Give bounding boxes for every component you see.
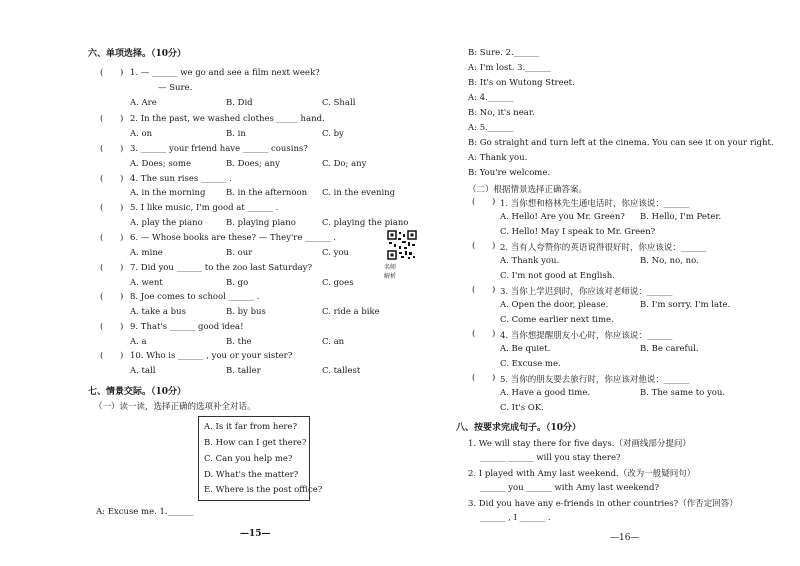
question-1-stem: 1. — ______ we go and see a film next week?: [130, 68, 320, 78]
answer-paren-close: ): [120, 351, 124, 361]
answer-paren-open: (: [100, 114, 104, 124]
answer-paren-close: ): [120, 114, 124, 124]
box-option-c: C. Can you help me?: [204, 454, 293, 464]
answer-paren-open: (: [472, 285, 476, 295]
box-option-d: D. What's the matter?: [204, 470, 299, 480]
dialog-line-9: A: Thank you.: [468, 153, 528, 163]
situation-4-option-a: A. Be quiet.: [500, 344, 551, 354]
question-6-option-c: C. you: [322, 248, 349, 258]
question-3-stem: 3. ______ your friend have ______ cousins?: [130, 144, 308, 154]
question-7-option-b: B. go: [226, 278, 249, 288]
section-7-title: 七、情景交际。（10分）: [88, 387, 187, 397]
section-8-title: 八、按要求完成句子。（10分）: [456, 423, 582, 433]
question-8-option-a: A. take a bus: [130, 307, 186, 317]
question-1-reply: — Sure.: [158, 83, 193, 93]
answer-paren-close: ): [120, 322, 124, 332]
right-page: [400, 0, 800, 566]
situation-4-stem: 4. 当你想提醒朋友小心时，你应该说：______: [500, 331, 673, 341]
answer-paren-open: (: [100, 351, 104, 361]
part-2-title: （二）根据情景选择正确答案。: [468, 185, 588, 195]
question-8-option-b: B. by bus: [226, 307, 266, 317]
answer-paren-close: ): [492, 373, 496, 383]
question-10-stem: 10. Who is ______ , you or your sister?: [130, 351, 293, 361]
question-2-option-c: C. by: [322, 129, 344, 139]
question-10-option-b: B. taller: [226, 366, 261, 376]
dialog-line-4: B: It's on Wutong Street.: [468, 78, 575, 88]
dialog-line-10: B: You're welcome.: [468, 168, 551, 178]
question-2-option-a: A. on: [130, 129, 153, 139]
task-1-answer: ______ ______ will you stay there?: [480, 453, 621, 463]
section-6-title: 六、单项选择。（10分）: [88, 49, 187, 59]
question-4-option-a: A. in the morning: [130, 188, 206, 198]
question-2-stem: 2. In the past, we washed clothes _____ hand.: [130, 114, 325, 124]
question-1-option-b: B. Did: [226, 98, 253, 108]
question-6-option-b: B. our: [226, 248, 253, 258]
question-7-option-a: A. went: [130, 278, 163, 288]
answer-paren-close: ): [492, 197, 496, 207]
dialog-line-5: A: 4.______: [468, 93, 514, 103]
situation-2-stem: 2. 当有人夸赞你的英语说得很好时，你应该说：______: [500, 243, 707, 253]
page-number-16: —16—: [610, 533, 640, 543]
task-3-stem: 3. Did you have any e-friends in other countries?（作否定回答）: [468, 499, 738, 509]
question-7-option-c: C. goes: [322, 278, 354, 288]
box-option-b: B. How can I get there?: [204, 438, 307, 448]
situation-2-option-b: B. No, no, no.: [640, 256, 699, 266]
question-9-option-a: A. a: [130, 337, 147, 347]
question-3-option-b: B. Does; any: [226, 159, 280, 169]
answer-paren-open: (: [100, 233, 104, 243]
dialog-line-1: A: Excuse me. 1.______: [96, 507, 194, 517]
answer-paren-open: (: [100, 203, 104, 213]
answer-paren-close: ): [120, 203, 124, 213]
answer-paren-open: (: [472, 241, 476, 251]
situation-2-option-a: A. Thank you.: [500, 256, 560, 266]
answer-paren-close: ): [492, 285, 496, 295]
qr-code-caption: 名师解析: [384, 264, 397, 280]
dialog-line-6: B: No, it's near.: [468, 108, 535, 118]
question-4-option-c: C. in the evening: [322, 188, 396, 198]
question-5-stem: 5. I like music, I'm good at ______ .: [130, 203, 279, 213]
question-6-option-a: A. mine: [130, 248, 163, 258]
question-3-option-c: C. Do; any: [322, 159, 367, 169]
situation-1-option-b: B. Hello, I'm Peter.: [640, 212, 722, 222]
answer-paren-open: (: [100, 292, 104, 302]
task-2-stem: 2. I played with Amy last weekend.（改为一般疑问句）: [468, 469, 696, 479]
question-9-stem: 9. That's ______ good idea!: [130, 322, 244, 332]
situation-1-option-a: A. Hello! Are you Mr. Green?: [500, 212, 625, 222]
question-4-option-b: B. in the afternoon: [226, 188, 308, 198]
answer-paren-close: ): [120, 292, 124, 302]
answer-paren-close: ): [492, 329, 496, 339]
answer-paren-close: ): [120, 233, 124, 243]
question-7-stem: 7. Did you ______ to the zoo last Saturday?: [130, 263, 313, 273]
options-box: [198, 416, 323, 501]
question-10-option-c: C. tallest: [322, 366, 361, 376]
dialog-line-8: B: Go straight and turn left at the cinema. You can see it on your right.: [468, 138, 774, 148]
answer-paren-close: ): [120, 263, 124, 273]
answer-paren-open: (: [100, 322, 104, 332]
situation-5-stem: 5. 当你的朋友要去旅行时，你应该对他说：______: [500, 375, 690, 385]
situation-5-option-a: A. Have a good time.: [500, 388, 591, 398]
situation-5-option-c: C. It's OK.: [500, 403, 544, 413]
question-5-option-c: C. playing the piano: [322, 218, 409, 228]
task-2-answer: ______ you ______ with Amy last weekend?: [480, 483, 660, 493]
answer-paren-close: ): [120, 144, 124, 154]
task-3-answer: ______ , I ______ .: [480, 513, 551, 523]
situation-3-option-c: C. Come earlier next time.: [500, 315, 614, 325]
question-6-stem: 6. — Whose books are these? — They're ______ .: [130, 233, 336, 243]
situation-3-option-a: A. Open the door, please.: [500, 300, 609, 310]
answer-paren-open: (: [100, 144, 104, 154]
situation-3-option-b: B. I'm sorry. I'm late.: [640, 300, 731, 310]
task-1-stem: 1. We will stay there for five days.（对画线部分提问）: [468, 439, 691, 449]
box-option-a: A. Is it far from here?: [204, 422, 298, 432]
situation-3-stem: 3. 当你上学迟到时，你应该对老师说：______: [500, 287, 673, 297]
situation-1-stem: 1. 当你想和格林先生通电话时，你应该说：______: [500, 199, 690, 209]
situation-4-option-b: B. Be careful.: [640, 344, 699, 354]
question-3-option-a: A. Does; some: [130, 159, 192, 169]
answer-paren-open: (: [100, 174, 104, 184]
situation-2-option-c: C. I'm not good at English.: [500, 271, 615, 281]
question-9-option-b: B. the: [226, 337, 252, 347]
answer-paren-open: (: [472, 197, 476, 207]
question-9-option-c: C. an: [322, 337, 345, 347]
question-1-option-c: C. Shall: [322, 98, 356, 108]
page-number-15: —15—: [240, 529, 271, 539]
dialog-line-7: A: 5.______: [468, 123, 514, 133]
situation-5-option-b: B. The same to you.: [640, 388, 726, 398]
answer-paren-close: ): [492, 241, 496, 251]
question-8-stem: 8. Joe comes to school ______ .: [130, 292, 260, 302]
answer-paren-close: ): [120, 174, 124, 184]
question-2-option-b: B. in: [226, 129, 246, 139]
answer-paren-open: (: [100, 68, 104, 78]
question-5-option-a: A. play the piano: [130, 218, 203, 228]
situation-1-option-c: C. Hello! May I speak to Mr. Green?: [500, 227, 656, 237]
box-option-e: E. Where is the post office?: [204, 485, 323, 495]
question-10-option-a: A. tall: [130, 366, 156, 376]
answer-paren-open: (: [472, 373, 476, 383]
answer-paren-open: (: [100, 263, 104, 273]
dialog-line-2: B: Sure. 2.______: [468, 48, 540, 58]
question-5-option-b: B. playing piano: [226, 218, 296, 228]
situation-4-option-c: C. Excuse me.: [500, 359, 561, 369]
part-1-title: （一）读一读，选择正确的选项补全对话。: [94, 402, 256, 412]
question-4-stem: 4. The sun rises ______ .: [130, 174, 232, 184]
answer-paren-close: ): [120, 68, 124, 78]
question-1-option-a: A. Are: [130, 98, 157, 108]
dialog-line-3: A: I'm lost. 3.______: [468, 63, 551, 73]
question-8-option-c: C. ride a bike: [322, 307, 380, 317]
answer-paren-open: (: [472, 329, 476, 339]
